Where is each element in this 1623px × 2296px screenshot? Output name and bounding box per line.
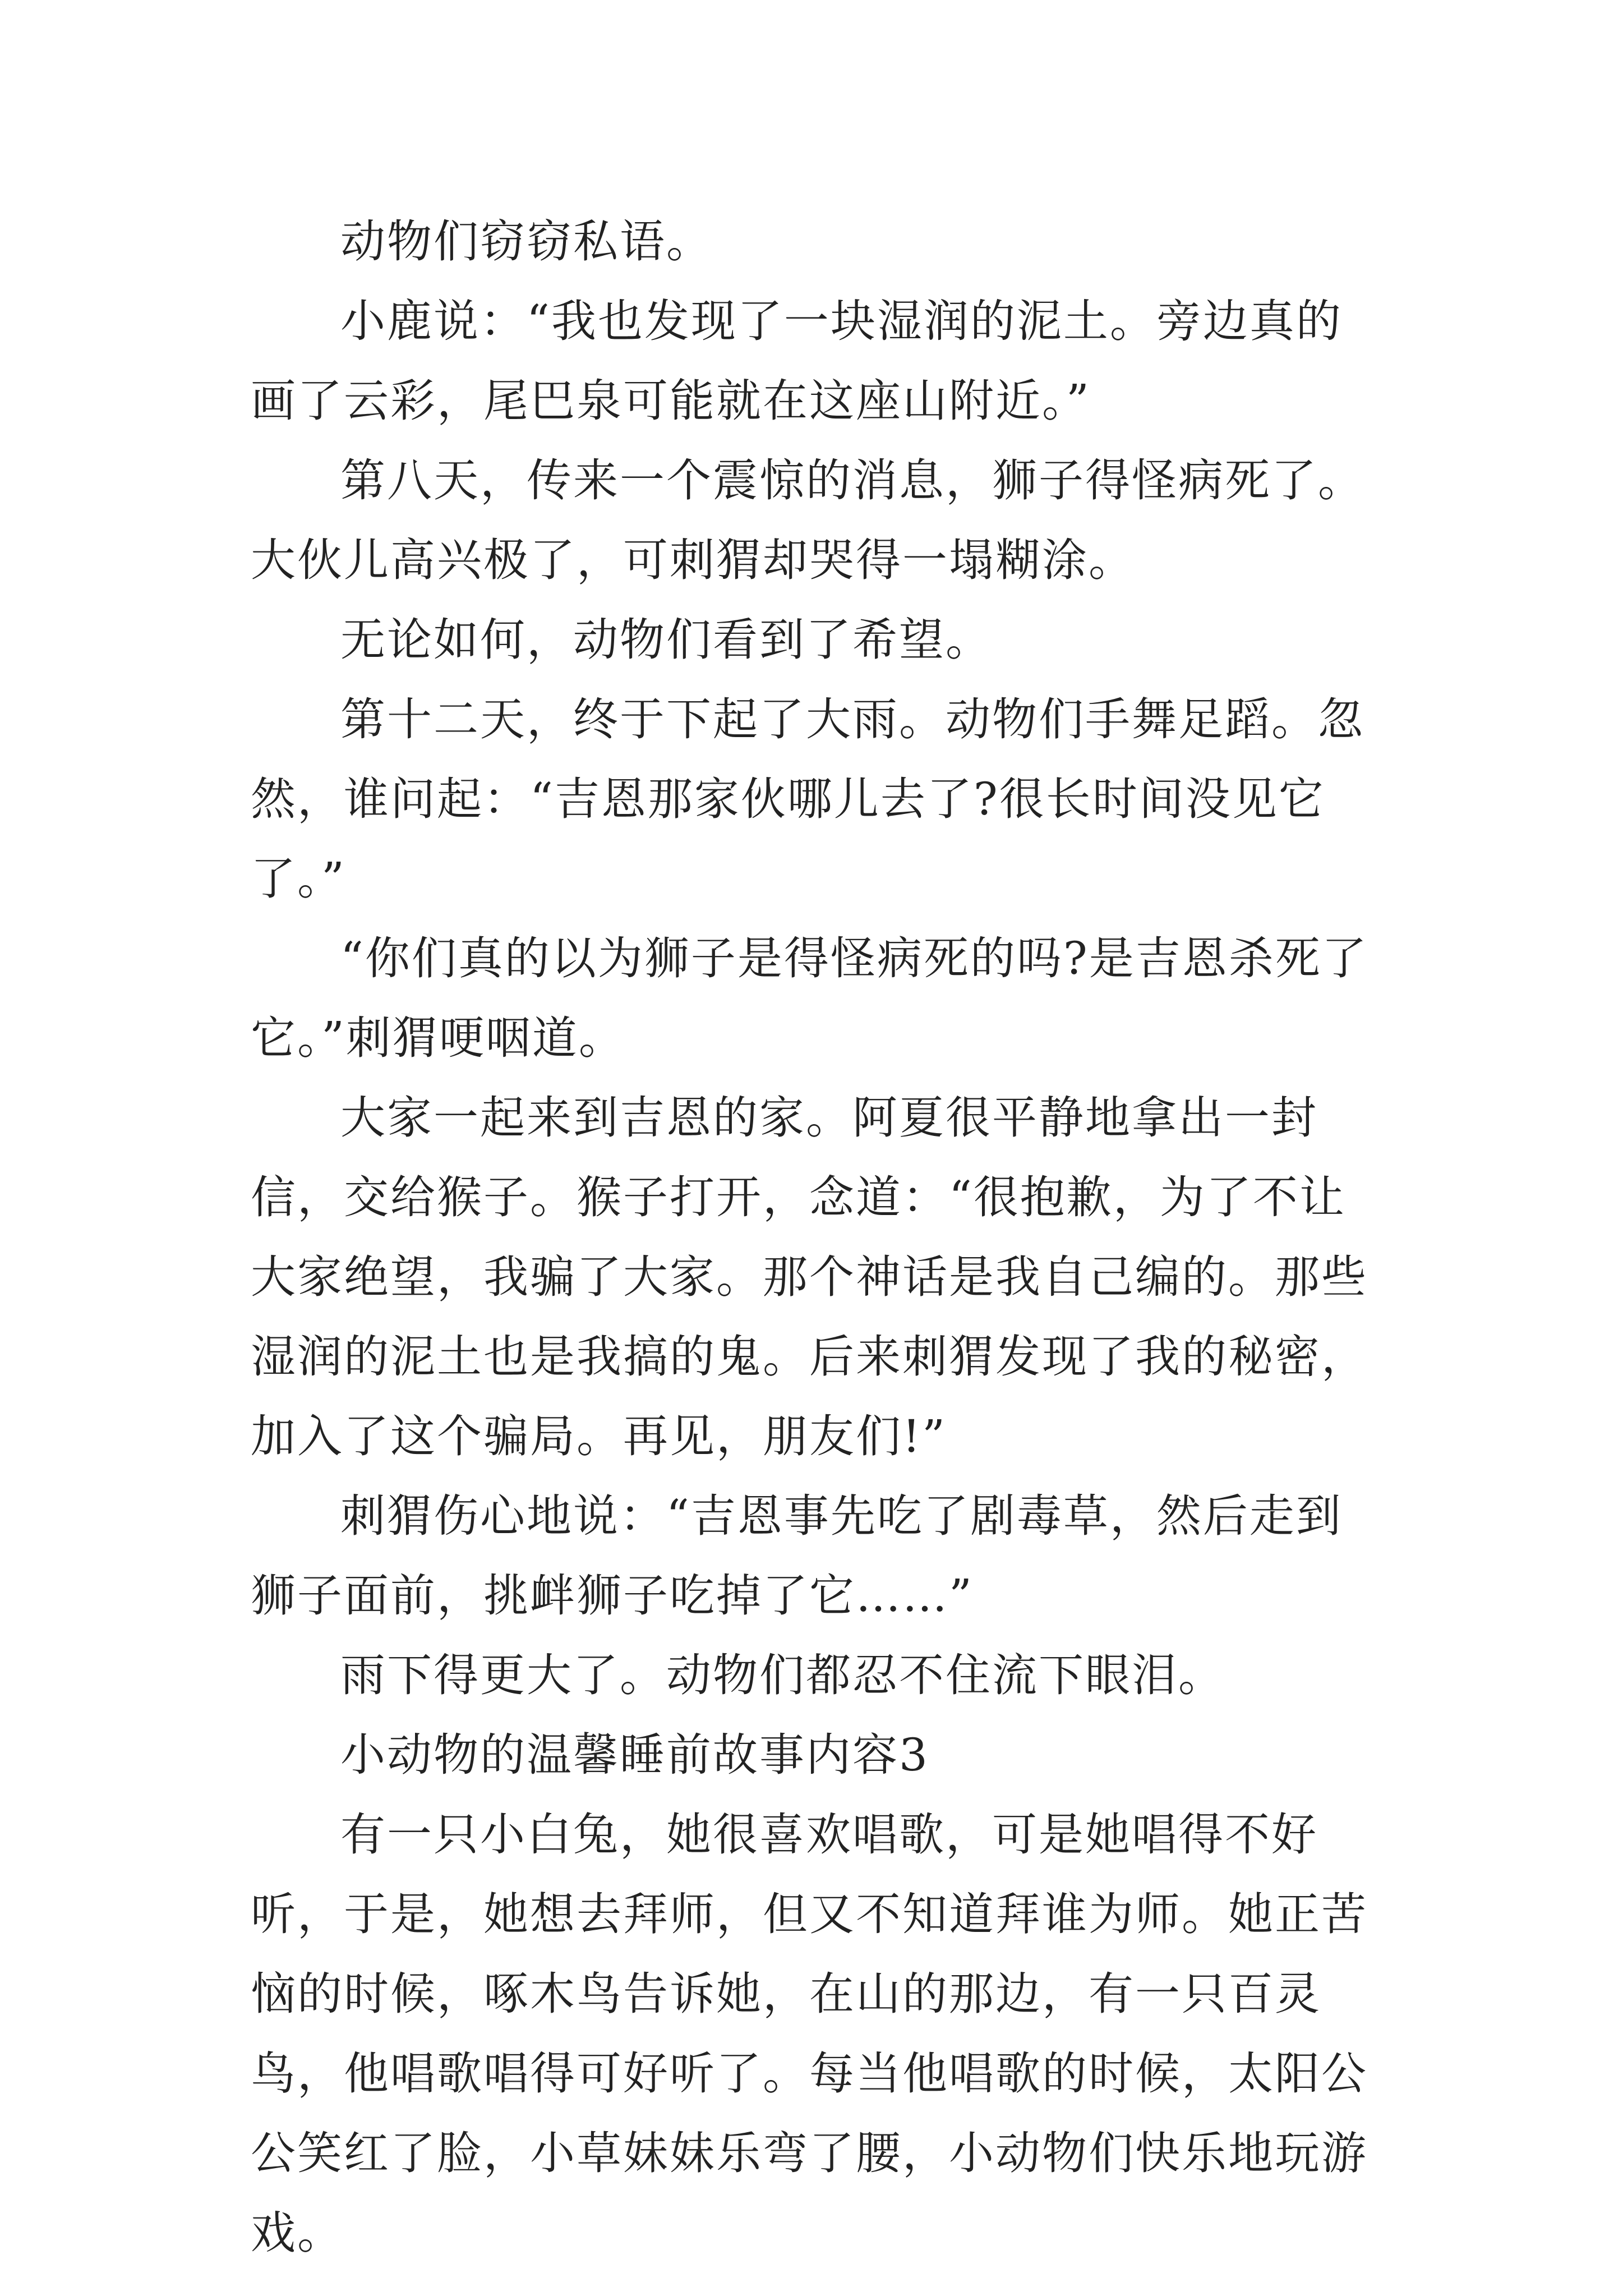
document-body xyxy=(251,202,1372,2273)
paragraph: 有一只小白兔，她很喜欢唱歌，可是她唱得不好听，于是，她想去拜师，但又不知道拜谁为师。她正苦恼的时候，啄木鸟告诉她，在山的那边，有一只百灵鸟，他唱歌唱得可好听了。每当他唱歌的时候，太阳公公笑红了脸，小草妹妹乐弯了腰，小动物们快乐地玩游戏。 xyxy=(251,1809,1368,2259)
paragraph: 大家一起来到吉恩的家。阿夏很平静地拿出一封信，交给猴子。猴子打开，念道：“很抱歉，为了不让大家绝望，我骗了大家。那个神话是我自己编的。那些湿润的泥土也是我搞的鬼。后来刺猬发现了我的秘密，加入了这个骗局。再见，朋友们!” xyxy=(251,1092,1368,1462)
paragraph: 雨下得更大了。动物们都忍不住流下眼泪。 xyxy=(340,1649,1225,1701)
paragraph: 小鹿说：“我也发现了一块湿润的泥土。旁边真的画了云彩，尾巴泉可能就在这座山附近。” xyxy=(251,295,1343,427)
paragraph: 第十二天，终于下起了大雨。动物们手舞足蹈。忽然，谁问起：“吉恩那家伙哪儿去了?很长时间没见它了。” xyxy=(251,693,1364,905)
paragraph: 无论如何，动物们看到了希望。 xyxy=(340,614,992,666)
paragraph: 第八天，传来一个震惊的消息，狮子得怪病死了。大伙儿高兴极了，可刺猬却哭得一塌糊涂。 xyxy=(251,454,1364,586)
paragraph: “你们真的以为狮子是得怪病死的吗?是吉恩杀死了它。”刺猬哽咽道。 xyxy=(251,932,1368,1064)
paragraph: 动物们窃窃私语。 xyxy=(340,215,713,268)
section-heading: 小动物的温馨睡前故事内容3 xyxy=(340,1729,929,1781)
paragraph: 刺猬伤心地说：“吉恩事先吃了剧毒草，然后走到狮子面前，挑衅狮子吃掉了它……” xyxy=(251,1490,1343,1622)
